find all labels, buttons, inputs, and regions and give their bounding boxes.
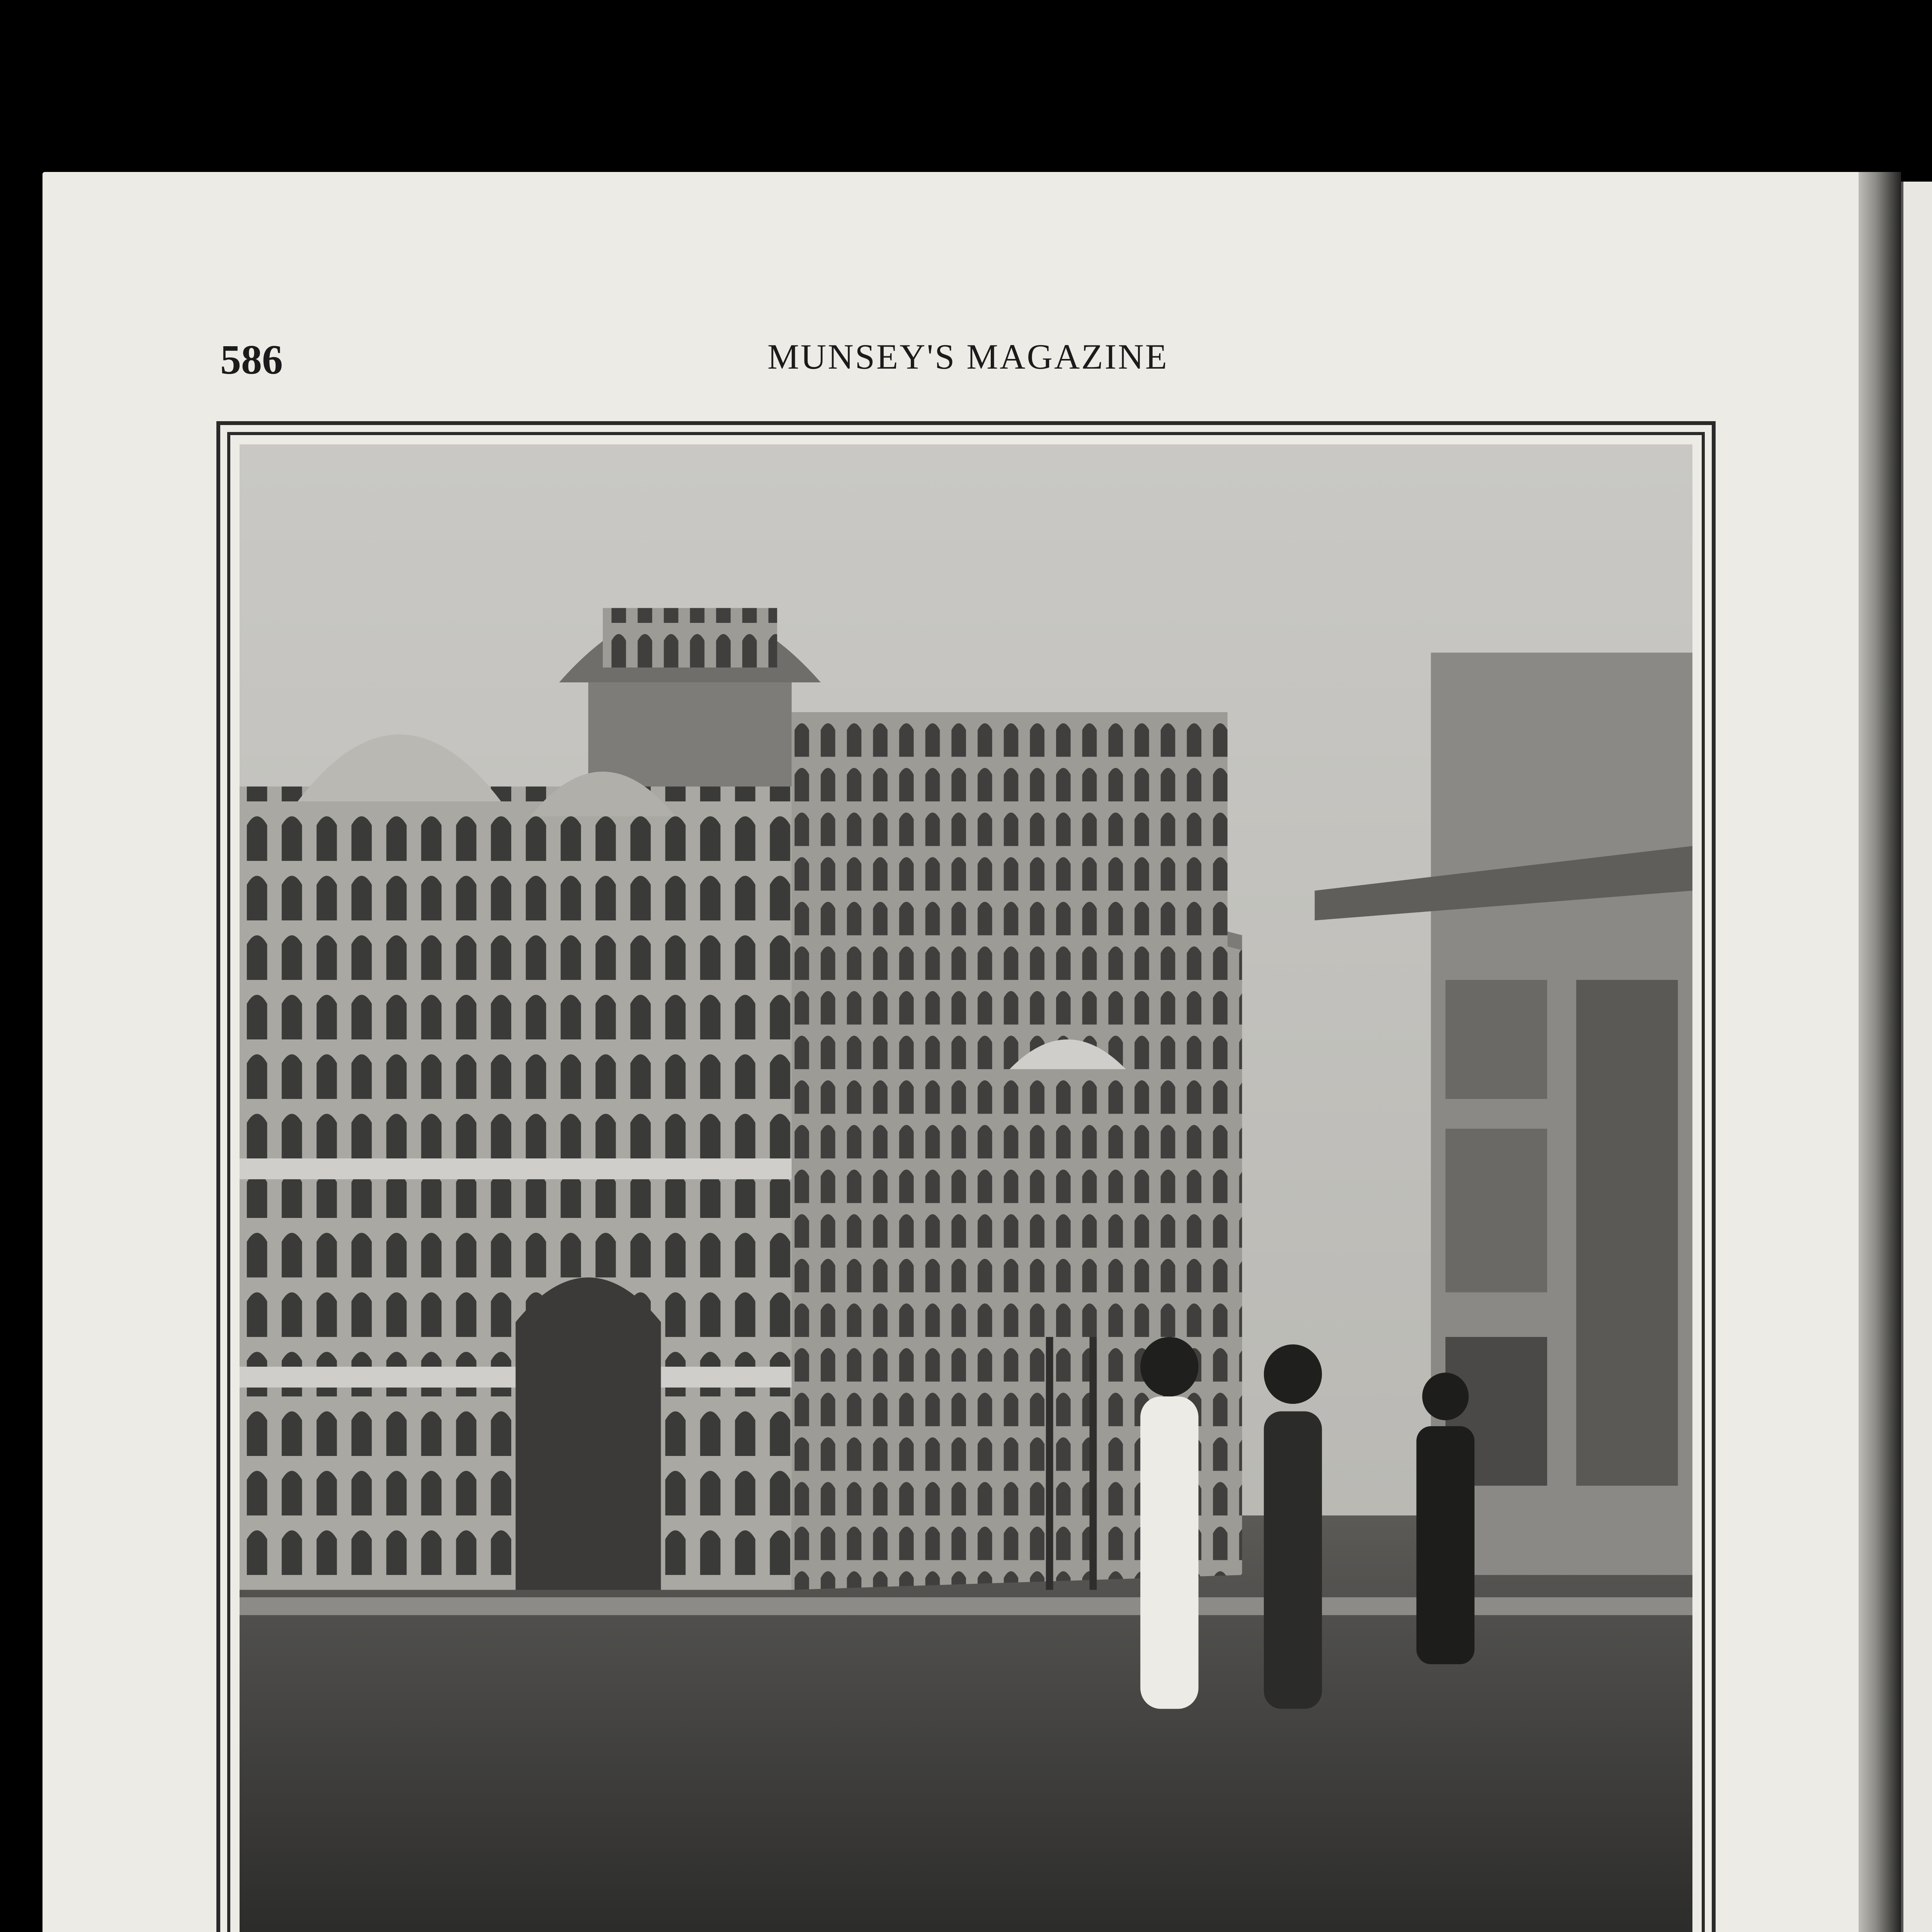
facing-page-edge [1901,182,1932,1932]
photo-frame [216,421,1716,1932]
palace-photograph-drawing [240,444,1692,1932]
running-head: MUNSEY'S MAGAZINE [767,337,1168,376]
page-number: 586 [220,337,283,383]
palace-photograph [240,444,1692,1932]
page-gutter [1859,172,1901,1932]
